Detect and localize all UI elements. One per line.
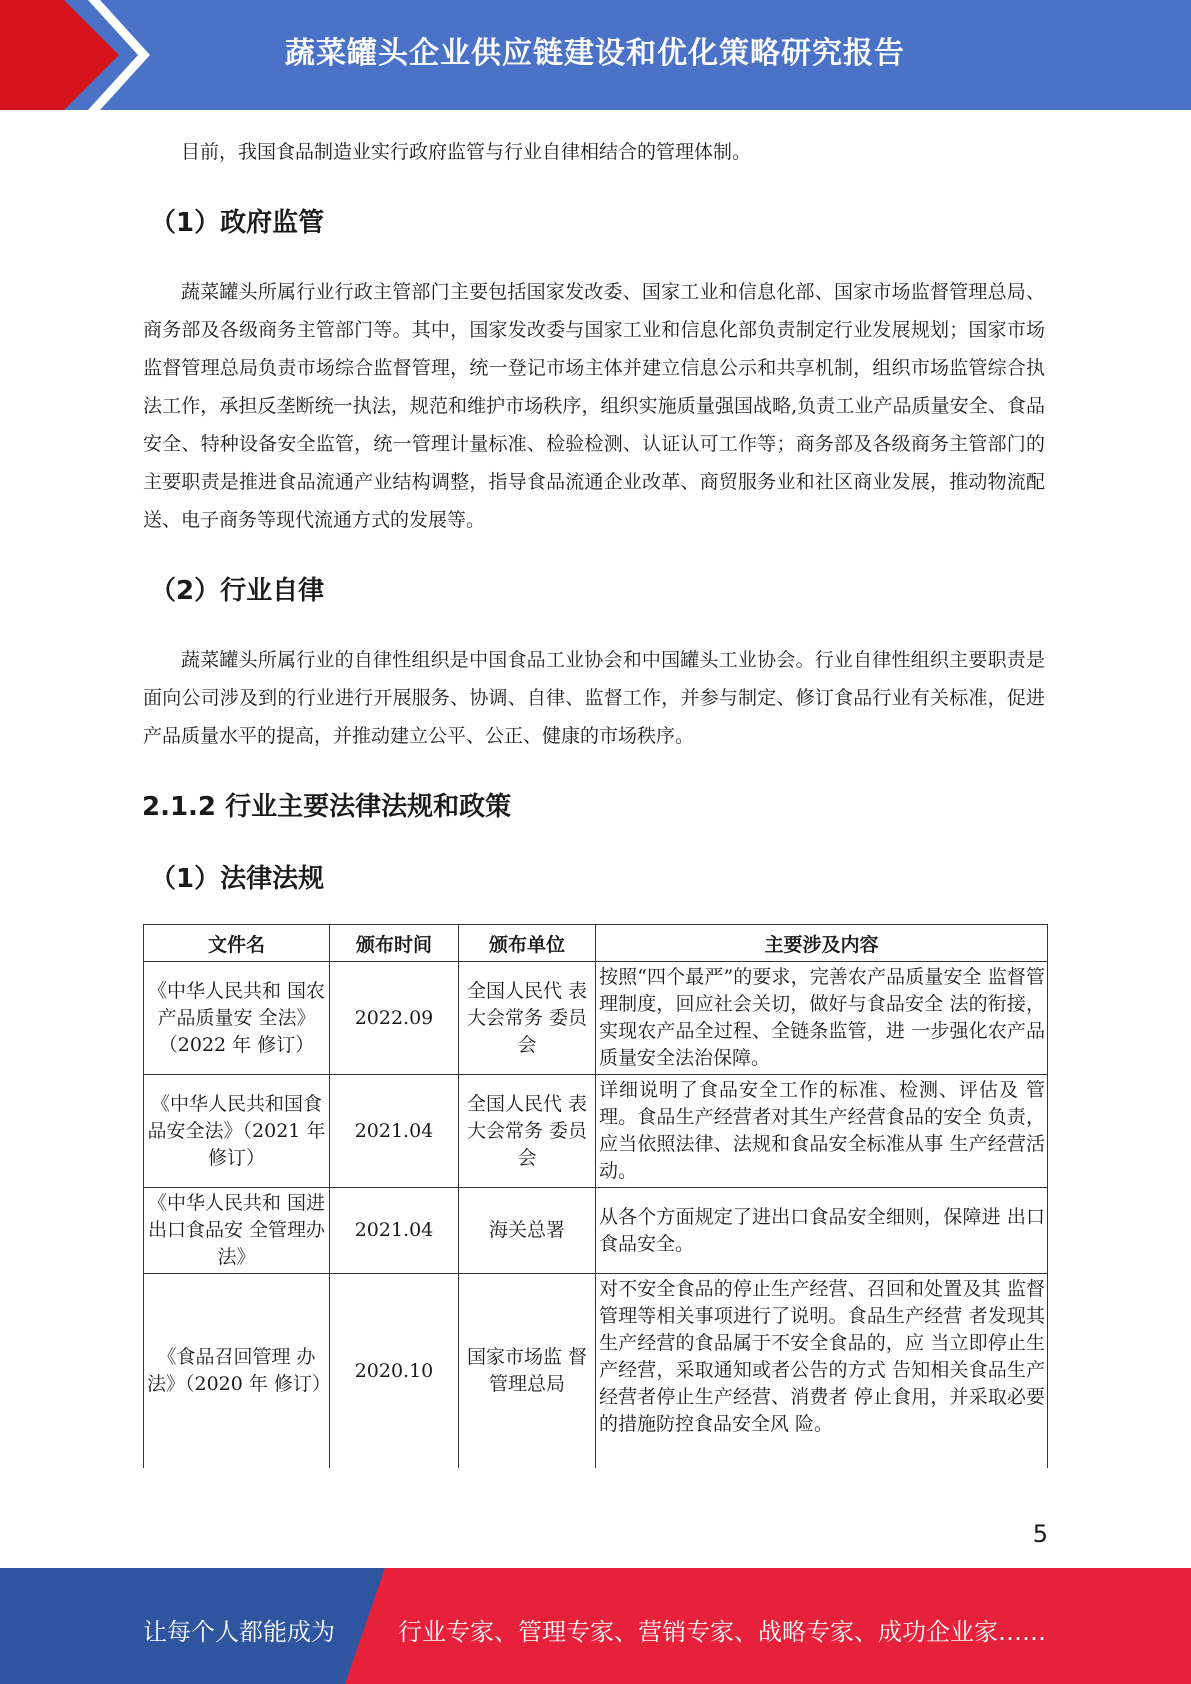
footer-slogan-right: 行业专家、管理专家、营销专家、战略专家、成功企业家…… — [398, 1618, 1046, 1646]
column-header-date: 颁布时间 — [330, 925, 459, 962]
column-header-issuer: 颁布单位 — [459, 925, 596, 962]
government-supervision-paragraph: 蔬菜罐头所属行业行政主管部门主要包括国家发改委、国家工业和信息化部、国家市场监督管理总局、商务部及各级商务主管部门等。其中，国家发改委与国家工业和信息化部负责制定行业发展规划；国家市场监督管理总局负责市场综合监督管理，统一登记市场主体并建立信息公示和共享机制，组织市场监管综合执法工作，承担反垄断统一执法，规范和维护市场秩序，组织实施质量强国战略,负责工业产品质量安全、食品安全、特种设备安全监管，统一管理计量标准、检验检测、认证认可工作等；商务部及各级商务主管部门的主要职责是推进食品流通产业结构调整，指导食品流通企业改革、商贸服务业和社区商业发展，推动物流配送、电子商务等现代流通方式的发展等。 — [143, 281, 1045, 531]
header-red-arrow-decoration — [0, 0, 150, 110]
document-name-cell: 《中华人民共和 国进出口食品安 全管理办法》 — [144, 1188, 330, 1274]
date-cell: 2022.09 — [330, 962, 459, 1075]
laws-regulations-table — [143, 924, 1048, 1468]
industry-self-regulation-paragraph: 蔬菜罐头所属行业的自律性组织是中国食品工业协会和中国罐头工业协会。行业自律性组织主要职责是面向公司涉及到的行业进行开展服务、协调、自律、监督工作，并参与制定、修订食品行业有关标准，促进产品质量水平的提高，并推动建立公平、公正、健康的市场秩序。 — [143, 649, 1045, 747]
heading-industry-self-regulation: （2）行业自律 — [150, 576, 325, 606]
page-footer — [0, 1568, 1191, 1684]
date-cell: 2021.04 — [330, 1075, 459, 1188]
date-cell: 2021.04 — [330, 1188, 459, 1274]
page-header — [0, 0, 1191, 110]
intro-paragraph: 目前，我国食品制造业实行政府监管与行业自律相结合的管理体制。 — [181, 141, 752, 163]
table-row — [144, 1075, 1048, 1188]
content-cell: 对不安全食品的停止生产经营、召回和处置及其 监督管理等相关事项进行了说明。食品生产经营 者发现其生产经营的食品属于不安全食品的，应 当立即停止生产经营，采取通知或者公告的方式 告知相关食品生产经营者停止生产经营、消费者 停止食用，并采取必要的措施防控食品安全风 险。 — [596, 1274, 1048, 1469]
issuer-cell: 全国人民代 表大会常务 委员会 — [459, 962, 596, 1075]
issuer-cell: 海关总署 — [459, 1188, 596, 1274]
column-header-document: 文件名 — [144, 925, 330, 962]
table-row — [144, 1274, 1048, 1469]
content-cell: 详细说明了食品安全工作的标准、检测、评估及 管理。食品生产经营者对其生产经营食品的安全 负责，应当依照法律、法规和食品安全标准从事 生产经营活动。 — [596, 1075, 1048, 1188]
issuer-cell: 全国人民代 表大会常务 委员会 — [459, 1075, 596, 1188]
report-title: 蔬菜罐头企业供应链建设和优化策略研究报告 — [285, 36, 905, 71]
document-name-cell: 《中华人民共和 国农产品质量安 全法》（2022 年 修订） — [144, 962, 330, 1075]
table-header-row — [144, 925, 1048, 962]
table-row — [144, 1188, 1048, 1274]
table-row — [144, 962, 1048, 1075]
column-header-content: 主要涉及内容 — [596, 925, 1048, 962]
heading-laws-regulations: （1）法律法规 — [150, 864, 325, 894]
page-number: 5 — [1032, 1520, 1048, 1548]
issuer-cell: 国家市场监 督管理总局 — [459, 1274, 596, 1469]
date-cell: 2020.10 — [330, 1274, 459, 1469]
content-cell: 从各个方面规定了进出口食品安全细则，保障进 出口食品安全。 — [596, 1188, 1048, 1274]
document-name-cell: 《食品召回管理 办法》（2020 年 修订） — [144, 1274, 330, 1469]
document-name-cell: 《中华人民共和国食品安全法》（2021 年修订） — [144, 1075, 330, 1188]
heading-government-supervision: （1）政府监管 — [150, 208, 325, 238]
section-heading-laws-policies: 2.1.2 行业主要法律法规和政策 — [142, 792, 512, 822]
footer-slogan-left: 让每个人都能成为 — [143, 1618, 335, 1646]
content-cell: 按照“四个最严”的要求，完善农产品质量安全 监督管理制度，回应社会关切，做好与食品安全 法的衔接，实现农产品全过程、全链条监管，进 一步强化农产品质量安全法治保障。 — [596, 962, 1048, 1075]
